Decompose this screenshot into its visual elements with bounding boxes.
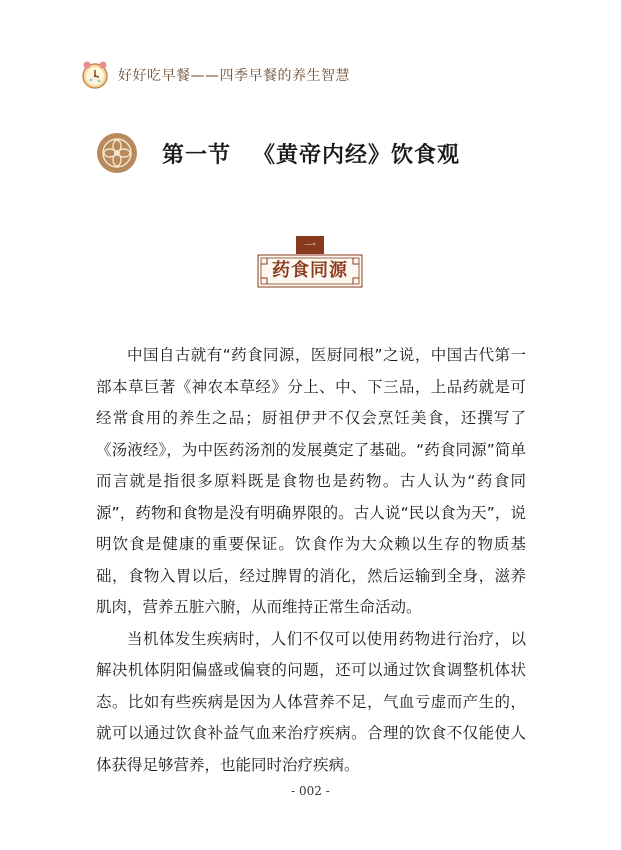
clock-icon [80,60,110,90]
subsection-title: 药食同源 [272,260,348,281]
subsection-number: 一 [296,236,324,254]
section-title: 《黄帝内经》饮食观 [253,142,461,168]
medallion-icon [96,132,138,174]
section-number: 第一节 [162,142,232,168]
body-text [96,340,526,781]
section-heading [96,132,460,174]
running-header [80,60,350,90]
subsection-title-frame [257,254,363,288]
paragraph: 中国自古就有“药食同源，医厨同根”之说，中国古代第一部本草巨著《神农本草经》分上、中、下三品，上品药就是可经常食用的养生之品；厨祖伊尹不仅会烹饪美食，还撰写了《汤液经》，为中医药汤剂的发展奠定了基础。“药食同源”简单而言就是指很多原料既是食物也是药物。古人认为“药食同源”，药物和食物是没有明确界限的。古人说“民以食为天”，说明饮食是健康的重要保证。饮食作为大众赖以生存的物质基础，食物入胃以后，经过脾胃的消化，然后运输到全身，滋养肌肉，营养五脏六腑，从而维持正常生命活动。 [96,346,526,616]
page-number: - 002 - [291,784,330,798]
running-header-title: 好好吃早餐——四季早餐的养生智慧 [118,68,350,84]
paragraph: 当机体发生疾病时，人们不仅可以使用药物进行治疗，以解决机体阴阳偏盛或偏衰的问题，还可以通过饮食调整机体状态。比如有些疾病是因为人体营养不足，气血亏虚而产生的，就可以通过饮食补益气血来治疗疾病。合理的饮食不仅能使人体获得足够营养，也能同时治疗疾病。 [96,629,526,774]
